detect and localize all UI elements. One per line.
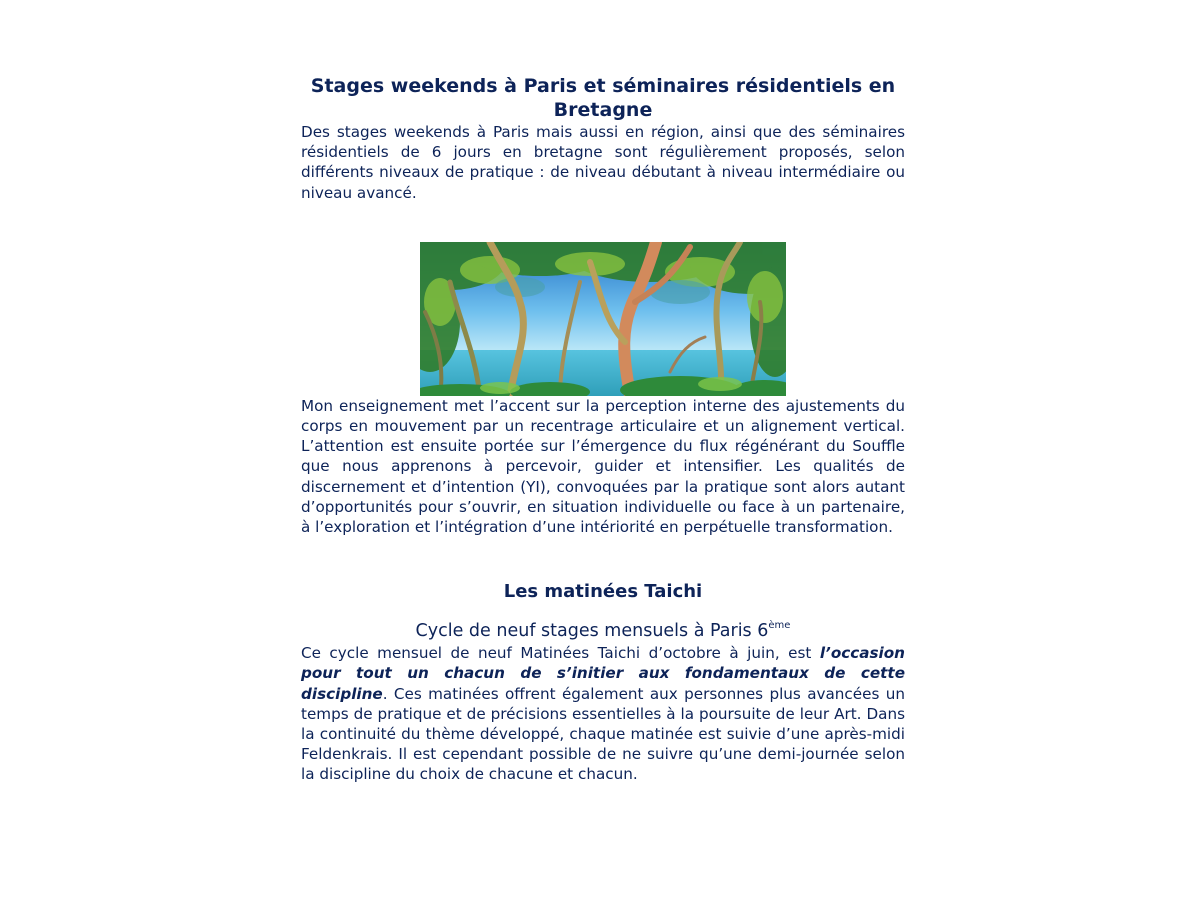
matinees-subtitle-superscript: ème: [768, 620, 791, 632]
matinees-text-after: . Ces matinées offrent également aux personnes plus avancées un temps de pratique et de précisions essentielles à la poursuite de leur Art. Dans la continuité du thème développé, chaque matinée est suivie d’une après-midi Feldenkrais. Il est cependant possible de ne suivre qu’une demi-journée selon la discipline du choix de chacune et chacun.: [301, 684, 905, 784]
document-page: [301, 74, 905, 785]
stages-intro-paragraph: Des stages weekends à Paris mais aussi en région, ainsi que des séminaires résidentiels de 6 jours en bretagne sont régulièrement proposés, selon différents niveaux de pratique : de niveau débutant à niveau intermédiaire ou niveau avancé.: [301, 123, 905, 202]
matinees-subtitle: [301, 614, 905, 643]
stages-title: Stages weekends à Paris et séminaires résidentiels en Bretagne: [310, 75, 896, 121]
matinees-paragraph: [301, 643, 905, 784]
matinees-text-emphasis: l’occasion pour tout un chacun de s’initier aux fondamentaux de cette discipline: [301, 644, 905, 703]
trees-by-sea-photo: [420, 242, 786, 396]
matinees-title: Les matinées Taichi: [503, 581, 703, 603]
matinees-text-before: Ce cycle mensuel de neuf Matinées Taichi d’octobre à juin, est: [301, 644, 820, 663]
enseignement-paragraph: Mon enseignement met l’accent sur la perception interne des ajustements du corps en mouvement par un recentrage articulaire et un alignement vertical. L’attention est ensuite portée sur l’émergence du flux régénérant du Souffle que nous apprenons à percevoir, guider et intensifier. Les qualités de discernement et d’intention (YI), convoquées par la pratique sont alors autant d’opportunités pour s’ouvrir, en situation individuelle ou face à un partenaire, à l’exploration et l’intégration d’une intériorité en perpétuelle transformation.: [301, 396, 905, 537]
matinees-subtitle-text: Cycle de neuf stages mensuels à Paris 6: [415, 621, 769, 642]
